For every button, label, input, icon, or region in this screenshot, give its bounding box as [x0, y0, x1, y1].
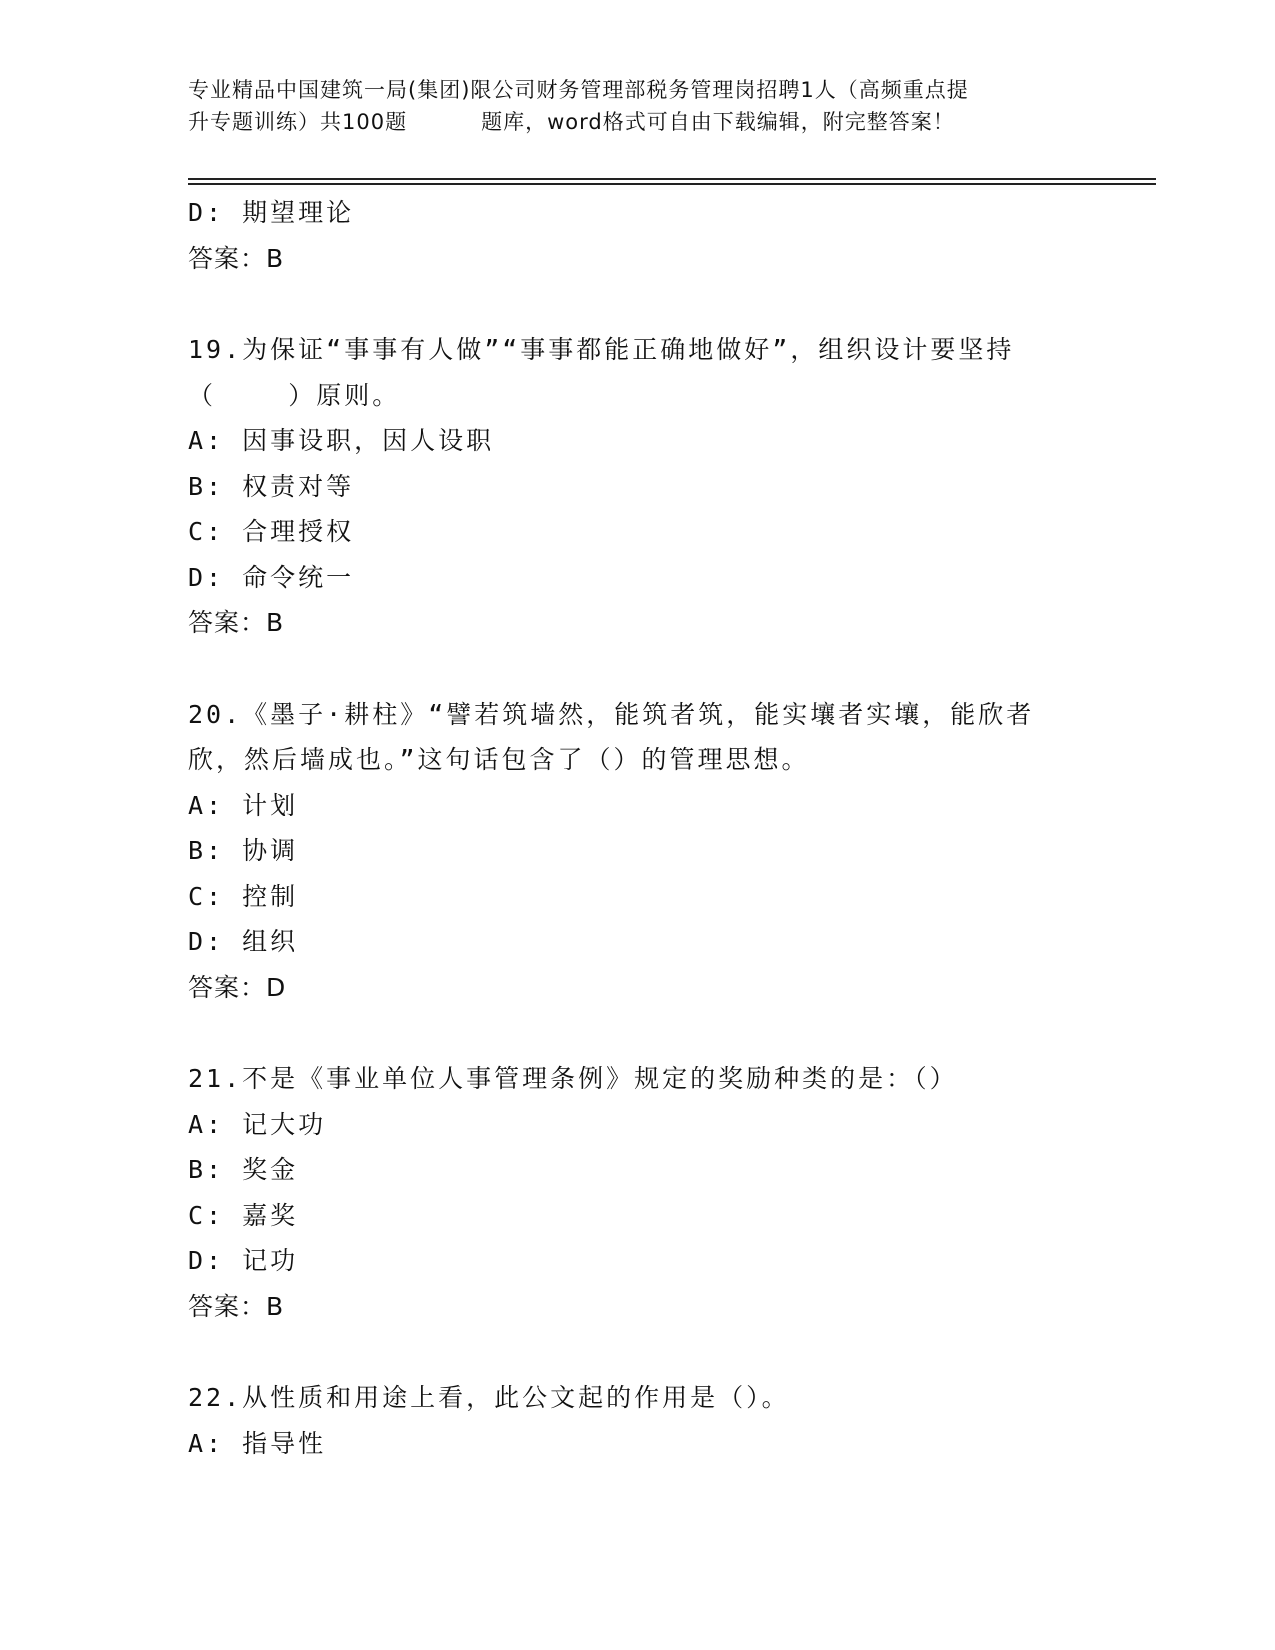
option-d: D: 命令统一 — [188, 562, 355, 592]
spacer — [188, 646, 1148, 692]
option-d: D: 记功 — [188, 1246, 299, 1275]
option-a: A: 计划 — [188, 790, 299, 820]
header-line-2-left: 升专题训练）共100题 — [188, 110, 408, 134]
option-a: A: 因事设职，因人设职 — [188, 426, 495, 455]
option-b: B: 奖金 — [188, 1155, 299, 1184]
question-stem: 19.为保证“事事有人做”“事事都能正确地做好”，组织设计要坚持 — [188, 335, 1015, 364]
header-line-2 — [188, 106, 1088, 138]
question-list — [188, 190, 1148, 1466]
option-c: C: 合理授权 — [188, 517, 355, 546]
option-a: A: 记大功 — [188, 1109, 327, 1139]
question-19 — [188, 327, 1148, 646]
option-d: D: 组织 — [188, 927, 299, 956]
question-22 — [188, 1375, 1148, 1466]
question-stem-cont: 欣，然后墙成也。”这句话包含了（）的管理思想。 — [188, 745, 810, 774]
prev-option-d: D: 期望理论 — [188, 198, 355, 227]
question-20 — [188, 692, 1148, 1011]
prev-answer: 答案：B — [188, 243, 285, 273]
spacer — [188, 1329, 1148, 1375]
question-stem-cont: （ ）原则。 — [188, 380, 401, 410]
question-21 — [188, 1056, 1148, 1329]
answer: 答案：B — [188, 1291, 285, 1321]
option-c: C: 控制 — [188, 881, 299, 911]
option-b: B: 权责对等 — [188, 471, 355, 501]
option-a: A: 指导性 — [188, 1428, 327, 1458]
header-line-1: 专业精品中国建筑一局(集团)限公司财务管理部税务管理岗招聘1人（高频重点提 — [188, 78, 969, 102]
option-b: B: 协调 — [188, 836, 299, 865]
spacer — [188, 281, 1148, 327]
question-stem: 22.从性质和用途上看，此公文起的作用是（）。 — [188, 1383, 790, 1412]
question-stem: 20.《墨子·耕柱》“譬若筑墙然，能筑者筑，能实壤者实壤，能欣者 — [188, 699, 1035, 729]
question-stem: 21.不是《事业单位人事管理条例》规定的奖励种类的是：（） — [188, 1064, 958, 1093]
header-rule-bottom — [188, 183, 1156, 185]
spacer — [188, 1010, 1148, 1056]
answer: 答案：B — [188, 608, 285, 637]
header-rule-top — [188, 178, 1156, 180]
answer: 答案：D — [188, 972, 287, 1002]
header-line-2-right: 题库，word格式可自由下载编辑，附完整答案！ — [481, 110, 955, 134]
page-header — [188, 74, 1088, 138]
option-c: C: 嘉奖 — [188, 1200, 299, 1230]
